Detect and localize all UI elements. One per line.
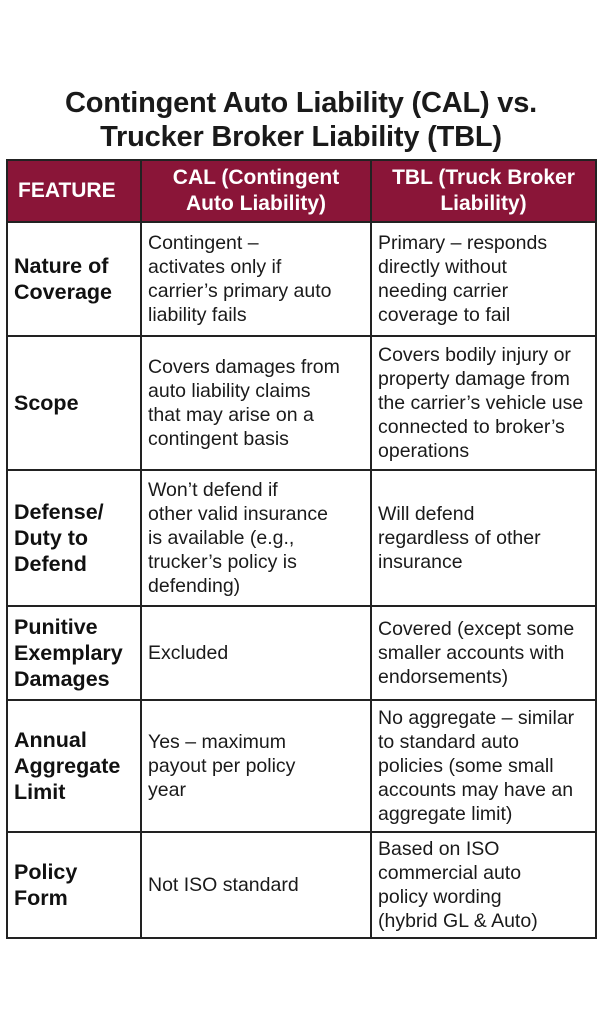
cal-cell: Won’t defend if other valid insurance is available (e.g., trucker’s policy is defending) [141,470,371,606]
header-row [7,160,596,222]
cal-cell: Covers damages from auto liability claims that may arise on a contingent basis [141,336,371,470]
table-row [7,700,596,832]
header-cal: CAL (Contingent Auto Liability) [141,160,371,222]
comparison-table [6,159,597,939]
tbl-cell: Covers bodily injury or property damage from the carrier’s vehicle use connected to broker’s operations [371,336,596,470]
tbl-cell: Primary – responds directly without needing carrier coverage to fail [371,222,596,336]
feature-cell: Scope [7,336,141,470]
title-line-2: Trucker Broker Liability (TBL) [100,121,502,153]
title-line-1: Contingent Auto Liability (CAL) vs. [65,87,537,119]
table-row [7,222,596,336]
feature-cell: Defense/ Duty to Defend [7,470,141,606]
cal-cell: Yes – maximum payout per policy year [141,700,371,832]
table-row [7,606,596,700]
feature-cell: Punitive Exemplary Damages [7,606,141,700]
cal-cell: Excluded [141,606,371,700]
table-row [7,470,596,606]
tbl-cell: Covered (except some smaller accounts with endorsements) [371,606,596,700]
header-feature: FEATURE [7,160,141,222]
table-row [7,832,596,938]
header-tbl: TBL (Truck Broker Liability) [371,160,596,222]
table-row [7,336,596,470]
page-title [0,86,602,154]
tbl-cell: Based on ISO commercial auto policy wording (hybrid GL & Auto) [371,832,596,938]
feature-cell: Nature of Coverage [7,222,141,336]
cal-cell: Contingent – activates only if carrier’s primary auto liability fails [141,222,371,336]
cal-cell: Not ISO standard [141,832,371,938]
feature-cell: Policy Form [7,832,141,938]
tbl-cell: Will defend regardless of other insurance [371,470,596,606]
feature-cell: Annual Aggregate Limit [7,700,141,832]
tbl-cell: No aggregate – similar to standard auto policies (some small accounts may have an aggregate limit) [371,700,596,832]
